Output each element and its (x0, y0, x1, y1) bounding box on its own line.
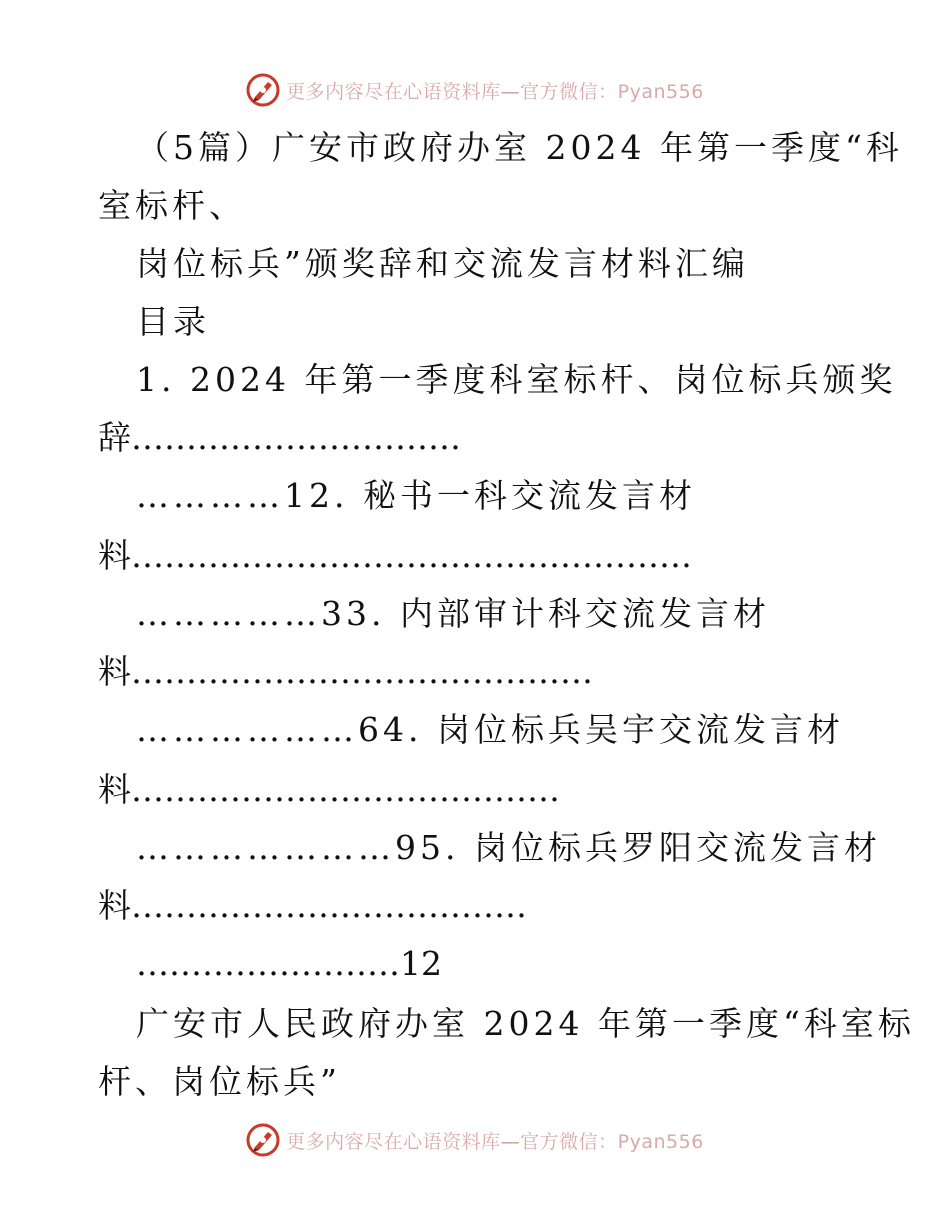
doc-title-line-1: （5篇）广安市政府办室 2024 年第一季度“科 (136, 128, 903, 167)
toc-item-1-continuation: 辞………………………… (98, 418, 461, 457)
watermark-dash: — (500, 1130, 521, 1153)
watermark-dash: — (500, 80, 521, 103)
toc-item-5-continuation: 料……………………………… (98, 886, 527, 925)
header-watermark (0, 70, 950, 110)
toc-item-2-continuation: 料…………………………………………… (98, 536, 692, 575)
pen-logo-icon (246, 73, 280, 107)
toc-item-5: …………………95. 岗位标兵罗阳交流发言材 (136, 828, 881, 867)
toc-item-1: 1. 2024 年第一季度科室标杆、岗位标兵颁奖 (136, 360, 897, 399)
doc-title-line-2: 室标杆、 (98, 186, 246, 225)
doc-title-line-3: 岗位标兵”颁奖辞和交流发言材料汇编 (136, 244, 749, 283)
toc-heading: 目录 (136, 302, 210, 341)
footer-watermark (0, 1120, 950, 1160)
watermark-contact: 官方微信：Pyan556 (520, 80, 704, 103)
toc-item-3: ……………33. 内部审计科交流发言材 (136, 594, 770, 633)
toc-item-2: …………12. 秘书一科交流发言材 (136, 476, 696, 515)
watermark-brand: 更多内容尽在心语资料库 (286, 80, 501, 103)
toc-item-4: ………………64. 岗位标兵吴宇交流发言材 (136, 710, 844, 749)
body-line-2: 杆、岗位标兵” (98, 1062, 341, 1101)
toc-item-4-continuation: 料………………………………… (98, 770, 560, 809)
toc-last-page: ……………………12 (136, 944, 442, 983)
body-line-1: 广安市人民政府办室 2024 年第一季度“科室标 (136, 1004, 915, 1043)
toc-item-3-continuation: 料…………………………………… (98, 652, 593, 691)
pen-logo-icon (246, 1123, 280, 1157)
watermark-contact: 官方微信：Pyan556 (520, 1130, 704, 1153)
watermark-brand: 更多内容尽在心语资料库 (286, 1130, 501, 1153)
